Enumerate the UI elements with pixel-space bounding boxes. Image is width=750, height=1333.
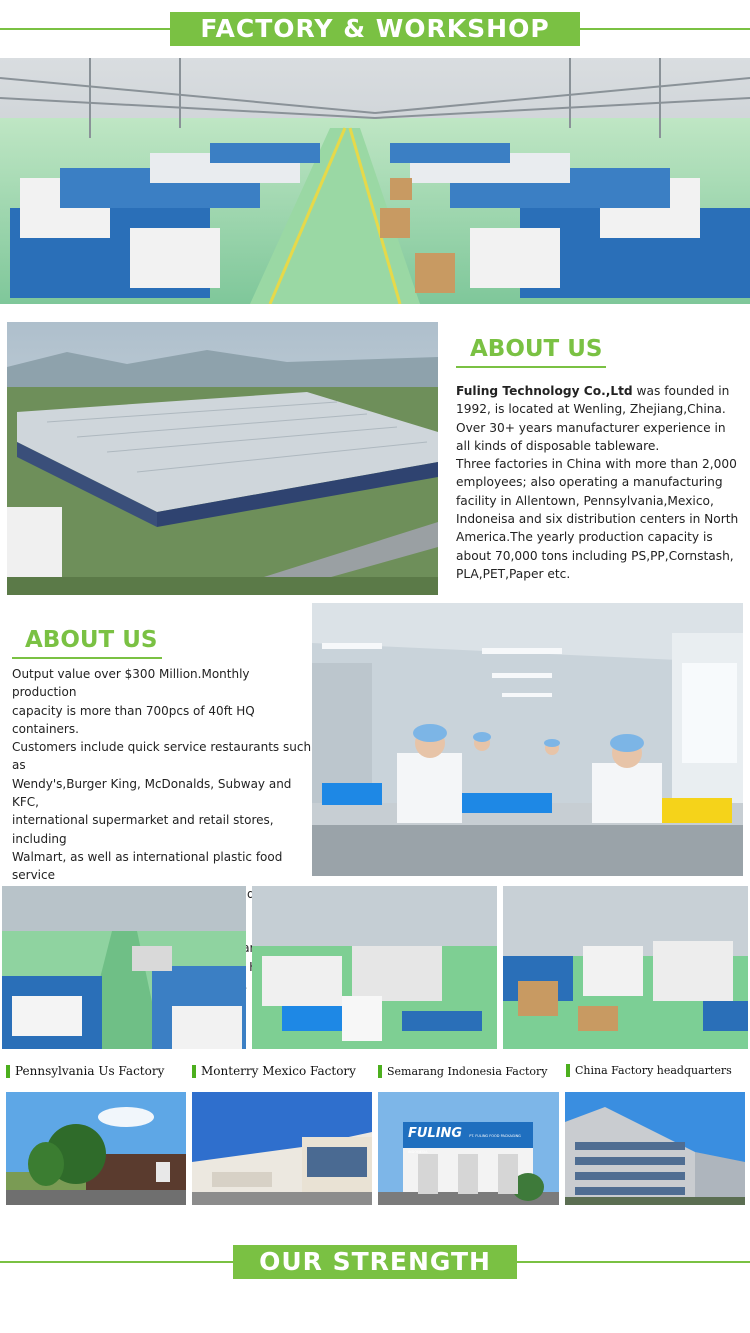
factory-workshop-banner: FACTORY & WORKSHOP (170, 12, 580, 46)
aerial-factory-photo (7, 322, 438, 595)
location-label-indonesia: Semarang Indonesia Factory (378, 1065, 548, 1078)
fuling-logo-sign (408, 1124, 532, 1156)
about-us-title-2: ABOUT US (25, 627, 158, 653)
pennsylvania-factory-photo (6, 1092, 186, 1205)
fuling-logo-text: FULING (408, 1126, 463, 1141)
fuling-sign-subtitle: PT. FULING FOOD PACKAGING INDONESIA (408, 1134, 521, 1154)
workshop-hall-photo (0, 58, 750, 304)
location-label-mexico: Monterry Mexico Factory (192, 1064, 356, 1078)
about-us-text-2: Output value over $300 Million.Monthly production capacity is more than 700pcs of 40ft HQ containers. Customers include quick service restaurants such as Wendy's,Burger King, McDonalds, Subway and KFC, international supermarket and retail stores, including Walmart, as well as international plastic food service (12, 667, 312, 883)
about-us-rule-1 (456, 366, 606, 368)
location-label-china: China Factory headquarters (566, 1064, 732, 1077)
label-marker (566, 1064, 570, 1077)
location-label-pennsylvania: Pennsylvania Us Factory (6, 1064, 164, 1078)
about-us-text-1: Fuling Technology Co.,Ltd was founded in 1992, is located at Wenling, Zhejiang,China. Over 30+ years manufacturer experience in all kinds of disposable tableware. Three factories in China with more than 2,000 employees; also operating a manufacturing facility in Allentown, Pennsylvania,Mexico, Indoneisa and six distribution centers in North America.The yearly production capacity is about 70,000 tons including PS,PP,Cornstash, PLA,PET,Paper etc. (456, 384, 739, 581)
workshop-photo-2 (252, 886, 497, 1049)
mexico-factory-photo (192, 1092, 372, 1205)
our-strength-banner: OUR STRENGTH (233, 1245, 517, 1279)
china-headquarters-photo (565, 1092, 745, 1205)
workshop-photo-1 (2, 886, 246, 1049)
about-us-rule-2 (12, 657, 162, 659)
about-us-title-1: ABOUT US (470, 336, 603, 362)
label-marker (378, 1065, 382, 1078)
company-name: Fuling Technology Co.,Ltd (456, 384, 633, 398)
label-marker (6, 1065, 10, 1078)
workshop-photo-3 (503, 886, 748, 1049)
label-marker (192, 1065, 196, 1078)
cleanroom-workers-photo (312, 603, 743, 876)
